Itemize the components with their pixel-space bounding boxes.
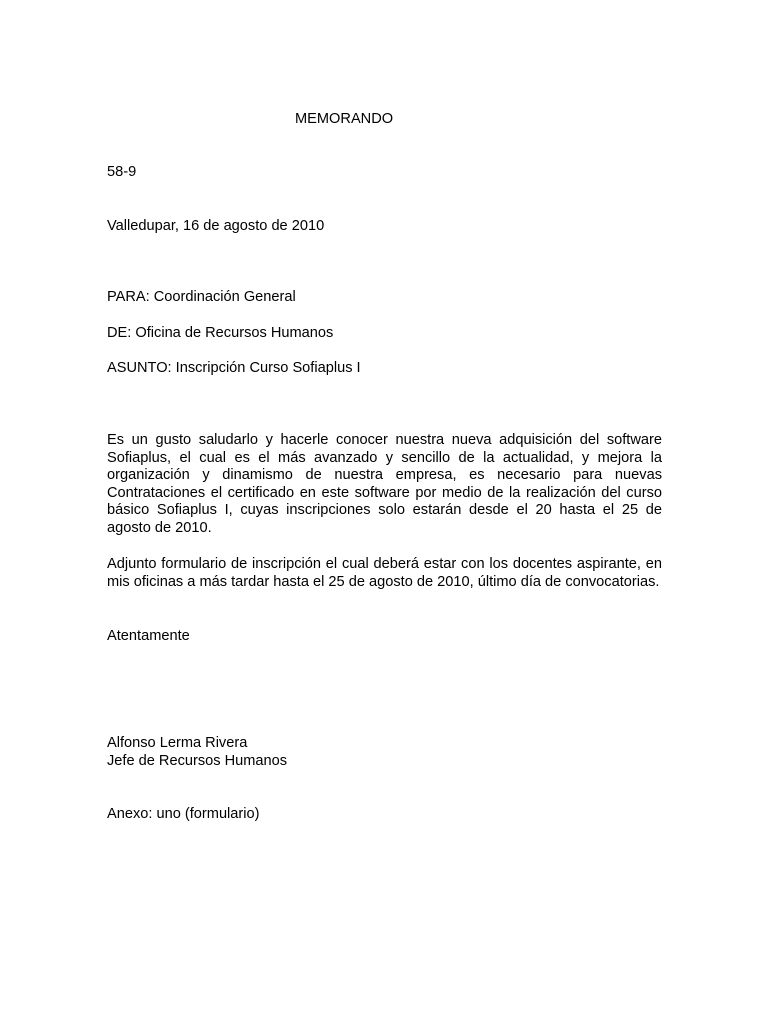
memo-subject: ASUNTO: Inscripción Curso Sofiaplus I: [107, 360, 361, 376]
signer-name: Alfonso Lerma Rivera: [107, 735, 248, 751]
memo-reference: 58-9: [107, 164, 137, 180]
memo-closing: Atentamente: [107, 628, 190, 644]
memo-body-paragraph-2: Adjunto formulario de inscripción el cual deberá estar con los docentes aspirante, en mis oficinas a más tardar hasta el 25 de agosto de 2010, último día de convocatorias.: [107, 556, 662, 590]
memo-from: DE: Oficina de Recursos Humanos: [107, 325, 334, 341]
memo-place-date: Valledupar, 16 de agosto de 2010: [107, 218, 325, 234]
memo-to: PARA: Coordinación General: [107, 289, 296, 305]
memo-body-paragraph-1: Es un gusto saludarlo y hacerle conocer nuestra nueva adquisición del software Sofiaplus, el cual es el más avanzado y sencillo de la actualidad, y mejora la organización y dinamismo de nuestra empresa, es necesario para nuevas Contrataciones el certificado en este software por medio de la realización del curso básico Sofiaplus I, cuyas inscripciones solo estarán desde el 20 hasta el 25 de agosto de 2010.: [107, 432, 662, 536]
memo-signature-block: [107, 734, 287, 770]
memo-title: MEMORANDO: [295, 111, 394, 127]
memo-attachment: Anexo: uno (formulario): [107, 806, 260, 822]
signer-title: Jefe de Recursos Humanos: [107, 753, 288, 769]
